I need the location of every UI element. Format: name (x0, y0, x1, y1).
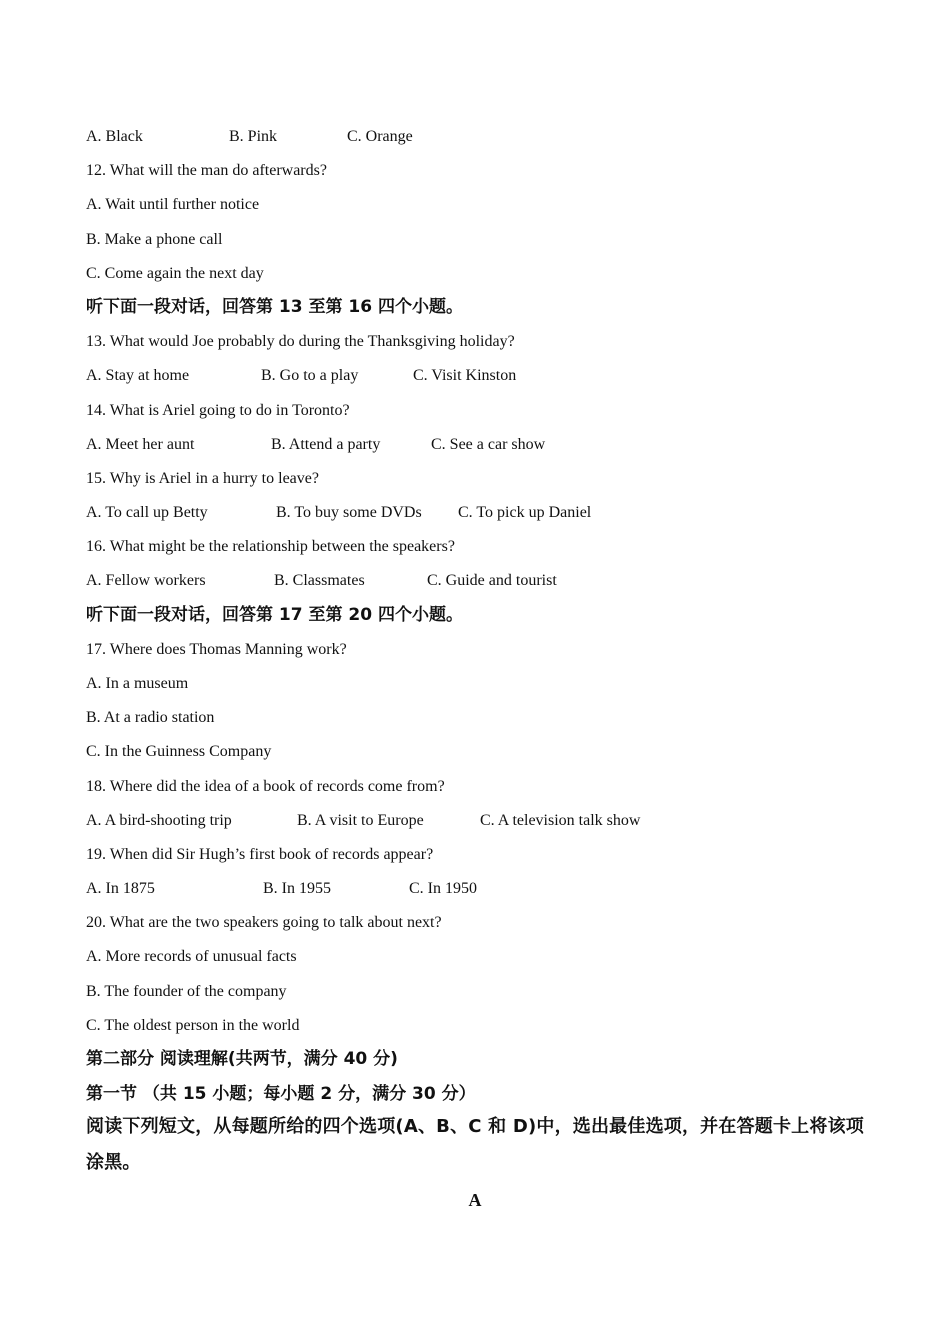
q14-question: 14. What is Ariel going to do in Toronto? (86, 402, 350, 419)
q12-option-a: A. Wait until further notice (86, 196, 260, 213)
q18-question: 18. Where did the idea of a book of records come from? (86, 778, 445, 795)
q11-option-a: A. Black (86, 128, 143, 145)
q14-option-b: B. Attend a party (271, 436, 381, 453)
q17-option-b: B. At a radio station (86, 709, 215, 726)
q19-question: 19. When did Sir Hugh’s first book of records appear? (86, 846, 434, 863)
q16-option-b: B. Classmates (274, 572, 365, 589)
q20-option-b: B. The founder of the company (86, 983, 287, 1000)
q14-option-c: C. See a car show (431, 436, 546, 453)
q13-option-c: C. Visit Kinston (413, 367, 517, 384)
q12-question: 12. What will the man do afterwards? (86, 162, 327, 179)
q17-option-c: C. In the Guinness Company (86, 743, 272, 760)
q20-question: 20. What are the two speakers going to talk about next? (86, 914, 442, 931)
section1-heading: 第一节 （共 15 小题；每小题 2 分，满分 30 分） (86, 1084, 476, 1104)
q17-question: 17. Where does Thomas Manning work? (86, 641, 347, 658)
q13-question: 13. What would Joe probably do during the Thanksgiving holiday? (86, 333, 515, 350)
q18-option-b: B. A visit to Europe (297, 812, 424, 829)
q16-question: 16. What might be the relationship between the speakers? (86, 538, 455, 555)
q17-option-a: A. In a museum (86, 675, 189, 692)
section-17-20-heading: 听下面一段对话，回答第 17 至第 20 四个小题。 (86, 605, 463, 625)
q16-option-a: A. Fellow workers (86, 572, 206, 589)
q15-option-b: B. To buy some DVDs (276, 504, 422, 521)
q19-option-c: C. In 1950 (409, 880, 477, 897)
q16-option-c: C. Guide and tourist (427, 572, 557, 589)
q11-option-c: C. Orange (347, 128, 413, 145)
q13-option-b: B. Go to a play (261, 367, 359, 384)
q18-option-a: A. A bird-shooting trip (86, 812, 232, 829)
q20-option-c: C. The oldest person in the world (86, 1017, 300, 1034)
q15-option-c: C. To pick up Daniel (458, 504, 592, 521)
q11-option-b: B. Pink (229, 128, 278, 145)
q15-option-a: A. To call up Betty (86, 504, 208, 521)
reading-instructions: 阅读下列短文，从每题所给的四个选项(A、B、C 和 D)中，选出最佳选项，并在答题卡上将该项涂黑。 (86, 1116, 864, 1173)
q19-option-b: B. In 1955 (263, 880, 331, 897)
q18-option-c: C. A television talk show (480, 812, 641, 829)
q15-question: 15. Why is Ariel in a hurry to leave? (86, 470, 319, 487)
q12-option-c: C. Come again the next day (86, 265, 264, 282)
passage-title: A (468, 1190, 482, 1210)
q14-option-a: A. Meet her aunt (86, 436, 195, 453)
q19-option-a: A. In 1875 (86, 880, 155, 897)
q13-option-a: A. Stay at home (86, 367, 190, 384)
section-13-16-heading: 听下面一段对话，回答第 13 至第 16 四个小题。 (86, 297, 463, 317)
q12-option-b: B. Make a phone call (86, 231, 223, 248)
q20-option-a: A. More records of unusual facts (86, 948, 297, 965)
part2-heading: 第二部分 阅读理解(共两节，满分 40 分) (86, 1049, 398, 1069)
